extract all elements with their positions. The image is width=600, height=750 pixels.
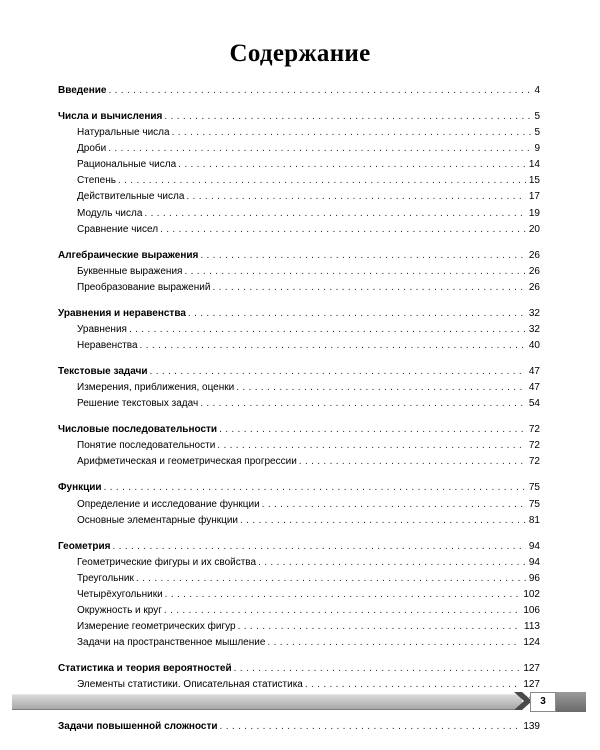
dot-leader bbox=[188, 307, 526, 321]
toc-entry bbox=[58, 339, 540, 353]
dot-leader bbox=[234, 662, 521, 676]
toc-entry-title: Рациональные числа bbox=[77, 159, 177, 171]
dot-leader bbox=[186, 190, 525, 204]
dot-leader bbox=[262, 498, 526, 512]
toc-page-number: 72 bbox=[528, 440, 540, 452]
dot-leader bbox=[104, 481, 526, 495]
toc-entry bbox=[58, 281, 540, 295]
dot-leader bbox=[150, 365, 526, 379]
toc-entry-title: Дроби bbox=[77, 143, 107, 155]
dot-leader bbox=[140, 339, 526, 353]
toc-page-number: 47 bbox=[528, 382, 540, 394]
toc-section bbox=[58, 423, 540, 437]
toc-page-number: 32 bbox=[528, 323, 540, 335]
toc-page-number: 14 bbox=[528, 159, 540, 171]
toc-page-number: 9 bbox=[534, 143, 540, 155]
dot-leader bbox=[238, 620, 521, 634]
toc-entry-title: Основные элементарные функции bbox=[77, 514, 239, 526]
toc-section-title: Геометрия bbox=[58, 540, 111, 552]
toc-page-number: 47 bbox=[528, 366, 540, 378]
toc-entry bbox=[58, 636, 540, 650]
dot-leader bbox=[136, 572, 526, 586]
toc-page-number: 75 bbox=[528, 498, 540, 510]
dot-leader bbox=[165, 588, 521, 602]
toc-entry bbox=[58, 588, 540, 602]
dot-leader bbox=[160, 223, 526, 237]
dot-leader bbox=[118, 174, 526, 188]
toc-page-number: 17 bbox=[528, 191, 540, 203]
toc-entry-title: Измерение геометрических фигур bbox=[77, 621, 236, 633]
toc-page-number: 139 bbox=[523, 721, 540, 733]
toc-page-number: 15 bbox=[528, 175, 540, 187]
toc-entry bbox=[58, 572, 540, 586]
dot-leader bbox=[200, 249, 526, 263]
dot-leader bbox=[236, 381, 526, 395]
footer-bar bbox=[12, 694, 522, 710]
toc-section bbox=[58, 84, 540, 98]
dot-leader bbox=[164, 110, 531, 124]
toc-entry-title: Элементы статистики. Описательная статистика bbox=[77, 679, 303, 691]
toc-section bbox=[58, 365, 540, 379]
dot-leader bbox=[108, 142, 531, 156]
toc-entry-title: Буквенные выражения bbox=[77, 265, 183, 277]
toc-entry bbox=[58, 439, 540, 453]
page-title: Содержание bbox=[229, 40, 371, 67]
toc-page-number: 26 bbox=[528, 265, 540, 277]
toc-page-number: 102 bbox=[523, 588, 540, 600]
toc-section-title: Функции bbox=[58, 482, 102, 494]
toc-entry-title: Натуральные числа bbox=[77, 127, 170, 139]
toc-section bbox=[58, 110, 540, 124]
toc-page-number: 94 bbox=[528, 540, 540, 552]
dot-leader bbox=[258, 556, 526, 570]
toc-section bbox=[58, 540, 540, 554]
toc-section-title: Введение bbox=[58, 85, 107, 96]
page-number: 3 bbox=[530, 692, 556, 712]
toc-entry bbox=[58, 126, 540, 140]
toc-page-number: 5 bbox=[534, 127, 540, 139]
toc-entry bbox=[58, 142, 540, 156]
toc-page-number: 72 bbox=[528, 424, 540, 436]
toc-section-title: Задачи повышенной сложности bbox=[58, 721, 218, 733]
toc-page-number: 20 bbox=[528, 223, 540, 235]
toc-entry bbox=[58, 514, 540, 528]
toc-entry-title: Геометрические фигуры и их свойства bbox=[77, 556, 257, 568]
dot-leader bbox=[299, 455, 526, 469]
toc-entry bbox=[58, 498, 540, 512]
toc-entry-title: Четырёхугольники bbox=[77, 588, 163, 600]
toc-entry-title: Определение и исследование функции bbox=[77, 498, 260, 510]
dot-leader bbox=[217, 439, 526, 453]
dot-leader bbox=[178, 158, 526, 172]
toc-entry bbox=[58, 265, 540, 279]
toc-page-number: 54 bbox=[528, 398, 540, 410]
dot-leader bbox=[164, 604, 520, 618]
dot-leader bbox=[184, 265, 525, 279]
dot-leader bbox=[212, 281, 525, 295]
toc-section bbox=[58, 720, 540, 734]
toc-entry bbox=[58, 556, 540, 570]
toc-entry-title: Степень bbox=[77, 175, 116, 187]
toc-entry-title: Арифметическая и геометрическая прогрессии bbox=[77, 456, 297, 468]
toc-entry-title: Модуль числа bbox=[77, 207, 143, 219]
toc-page-number: 72 bbox=[528, 456, 540, 468]
toc-page-number: 40 bbox=[528, 340, 540, 352]
toc-page-number: 5 bbox=[534, 111, 540, 122]
toc-entry bbox=[58, 381, 540, 395]
toc-entry-title: Действительные числа bbox=[77, 191, 185, 203]
toc-page-number: 26 bbox=[528, 281, 540, 293]
toc-entry bbox=[58, 604, 540, 618]
toc-entry-title: Задачи на пространственное мышление bbox=[77, 637, 266, 649]
toc-section-title: Алгебраические выражения bbox=[58, 249, 199, 261]
toc-section bbox=[58, 481, 540, 495]
table-of-contents bbox=[58, 84, 540, 736]
dot-leader bbox=[219, 423, 526, 437]
toc-entry bbox=[58, 223, 540, 237]
toc-page-number: 4 bbox=[534, 85, 540, 96]
toc-entry bbox=[58, 455, 540, 469]
dot-leader bbox=[144, 207, 525, 221]
toc-entry bbox=[58, 397, 540, 411]
toc-entry bbox=[58, 620, 540, 634]
toc-section bbox=[58, 249, 540, 263]
toc-entry bbox=[58, 158, 540, 172]
toc-page-number: 26 bbox=[528, 249, 540, 261]
toc-entry-title: Неравенства bbox=[77, 340, 138, 352]
toc-page-number: 32 bbox=[528, 307, 540, 319]
toc-entry-title: Сравнение чисел bbox=[77, 223, 159, 235]
dot-leader bbox=[200, 397, 526, 411]
toc-page-number: 106 bbox=[523, 604, 540, 616]
toc-page-number: 19 bbox=[528, 207, 540, 219]
toc-entry-title: Окружность и круг bbox=[77, 604, 162, 616]
toc-section-title: Уравнения и неравенства bbox=[58, 307, 186, 319]
toc-section-title: Статистика и теория вероятностей bbox=[58, 663, 232, 675]
toc-entry-title: Измерения, приближения, оценки bbox=[77, 382, 235, 394]
dot-leader bbox=[172, 126, 532, 140]
toc-page-number: 124 bbox=[523, 637, 540, 649]
toc-page-number: 127 bbox=[523, 679, 540, 691]
toc-entry bbox=[58, 174, 540, 188]
dot-leader bbox=[129, 323, 526, 337]
dot-leader bbox=[113, 540, 526, 554]
toc-section bbox=[58, 662, 540, 676]
dot-leader bbox=[108, 84, 531, 98]
toc-entry bbox=[58, 323, 540, 337]
toc-entry bbox=[58, 207, 540, 221]
toc-entry-title: Преобразование выражений bbox=[77, 281, 211, 293]
toc-entry-title: Уравнения bbox=[77, 323, 127, 335]
dot-leader bbox=[240, 514, 526, 528]
toc-section-title: Числа и вычисления bbox=[58, 111, 163, 122]
page-footer bbox=[0, 690, 600, 712]
toc-page-number: 113 bbox=[524, 621, 540, 633]
toc-page-number: 81 bbox=[528, 514, 540, 526]
toc-page-number: 94 bbox=[528, 556, 540, 568]
toc-entry-title: Понятие последовательности bbox=[77, 440, 216, 452]
footer-tab bbox=[556, 692, 586, 712]
toc-section-title: Числовые последовательности bbox=[58, 424, 218, 436]
dot-leader bbox=[267, 636, 520, 650]
toc-page-number: 96 bbox=[528, 572, 540, 584]
toc-section-title: Текстовые задачи bbox=[58, 366, 148, 378]
toc-entry bbox=[58, 190, 540, 204]
toc-entry-title: Решение текстовых задач bbox=[77, 398, 199, 410]
toc-section bbox=[58, 307, 540, 321]
toc-page-number: 127 bbox=[523, 663, 540, 675]
toc-page-number: 75 bbox=[528, 482, 540, 494]
toc-entry-title: Треугольник bbox=[77, 572, 134, 584]
dot-leader bbox=[220, 720, 521, 734]
